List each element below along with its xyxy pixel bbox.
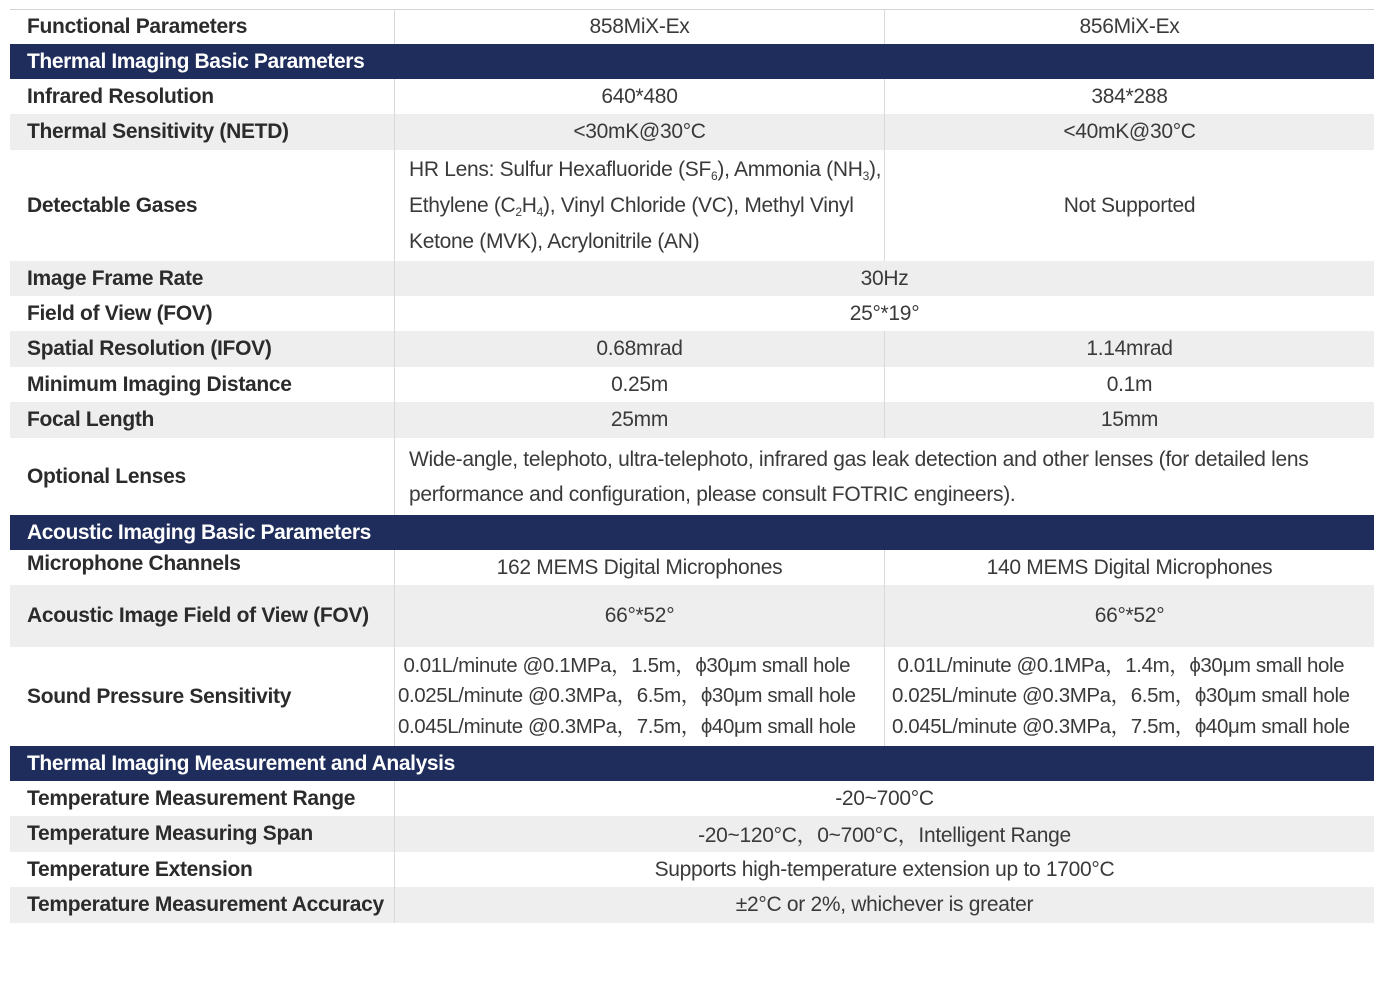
value-infrared-resolution-856: 384*288 <box>884 79 1374 114</box>
value-sound-sensitivity-856 <box>884 647 1374 746</box>
row-label-temp-range: Temperature Measurement Range <box>27 786 356 810</box>
value-frame-rate: 30Hz <box>394 261 1374 296</box>
gases-line-1: HR Lens: Sulfur Hexafluoride $(SF_6)$, Ammonia $(NH_3)$, <box>409 157 882 183</box>
value-temp-accuracy: ±2°C or 2%, whichever is greater <box>394 887 1374 923</box>
section-thermal-basic: Thermal Imaging Basic Parameters <box>10 44 1374 79</box>
row-label-detectable-gases: Detectable Gases <box>27 193 198 217</box>
value-min-distance-858: 0.25m <box>394 367 884 402</box>
header-model-858: 858MiX-Ex <box>394 9 884 44</box>
row-label-min-distance: Minimum Imaging Distance <box>27 372 292 396</box>
row-label-infrared-resolution: Infrared Resolution <box>27 84 214 108</box>
value-temp-extension: Supports high-temperature extension up to 1700°C <box>394 852 1374 887</box>
header-model-856: 856MiX-Ex <box>884 9 1374 44</box>
row-label-optional-lenses: Optional Lenses <box>27 464 186 488</box>
sound-sensitivity-list-856 <box>892 651 1350 743</box>
value-infrared-resolution-858: 640*480 <box>394 79 884 114</box>
row-label-sound-sensitivity: Sound Pressure Sensitivity <box>27 684 292 708</box>
sound-sensitivity-858-line: 0.045L/minute @0.3MPa，7.5m，ϕ40μm small hole <box>398 714 856 738</box>
value-focal-length-858: 25mm <box>394 402 884 438</box>
value-mic-channels-856: 140 MEMS Digital Microphones <box>884 550 1374 585</box>
value-mic-channels-858: 162 MEMS Digital Microphones <box>394 550 884 585</box>
value-focal-length-856: 15mm <box>884 402 1374 438</box>
gases-line-3: Ketone (MVK), Acrylonitrile (AN) <box>409 229 700 253</box>
sound-sensitivity-list-858 <box>398 651 856 743</box>
value-min-distance-856: 0.1m <box>884 367 1374 402</box>
row-label-acoustic-fov: Acoustic Image Field of View (FOV) <box>10 585 394 647</box>
sound-sensitivity-856-line: 0.025L/minute @0.3MPa，6.5m，ϕ30μm small hole <box>892 684 1350 708</box>
value-temp-span: -20~120°C，0~700°C，Intelligent Range <box>394 816 1374 852</box>
row-label-thermal-sensitivity: Thermal Sensitivity (NETD) <box>10 114 394 150</box>
row-label-frame-rate: Image Frame Rate <box>10 261 394 296</box>
value-sound-sensitivity-858 <box>394 647 884 746</box>
sound-sensitivity-858-line: 0.01L/minute @0.1MPa，1.5m，ϕ30μm small hole <box>403 653 851 677</box>
row-label-fov: Field of View (FOV) <box>27 301 213 325</box>
section-thermal-measure: Thermal Imaging Measurement and Analysis <box>10 746 1374 781</box>
value-acoustic-fov-856: 66°*52° <box>884 585 1374 647</box>
row-label-ifov: Spatial Resolution (IFOV) <box>10 331 394 367</box>
row-label-focal-length: Focal Length <box>10 402 394 438</box>
sound-sensitivity-858-line: 0.025L/minute @0.3MPa，6.5m，ϕ30μm small hole <box>398 684 856 708</box>
sound-sensitivity-856-line: 0.045L/minute @0.3MPa，7.5m，ϕ40μm small hole <box>892 714 1350 738</box>
detectable-gases-text <box>409 152 881 260</box>
value-detectable-gases-858 <box>394 150 884 261</box>
row-label-temp-span: Temperature Measuring Span <box>10 816 394 852</box>
section-acoustic-basic: Acoustic Imaging Basic Parameters <box>10 515 1374 550</box>
value-fov: 25°*19° <box>394 296 1374 331</box>
value-temp-range: -20~700°C <box>394 781 1374 816</box>
row-label-temp-accuracy: Temperature Measurement Accuracy <box>10 887 394 923</box>
spec-table <box>10 9 1374 923</box>
value-thermal-sensitivity-856: <40mK@30°C <box>884 114 1374 150</box>
gases-line-2: Ethylene $(C_2H_4)$, Vinyl Chloride (VC), Methyl Vinyl <box>409 193 854 219</box>
sound-sensitivity-856-line: 0.01L/minute @0.1MPa，1.4m，ϕ30μm small hole <box>897 653 1345 677</box>
value-optional-lenses: Wide-angle, telephoto, ultra-telephoto, infrared gas leak detection and other lenses (for detailed lens performance and configuration, please consult FOTRIC engineers). <box>394 438 1374 515</box>
value-detectable-gases-856: Not Supported <box>884 150 1374 261</box>
row-label-temp-extension: Temperature Extension <box>27 857 253 881</box>
value-thermal-sensitivity-858: <30mK@30°C <box>394 114 884 150</box>
value-ifov-856: 1.14mrad <box>884 331 1374 367</box>
row-label-mic-channels: Microphone Channels <box>27 552 241 575</box>
value-acoustic-fov-858: 66°*52° <box>394 585 884 647</box>
header-label: Functional Parameters <box>10 9 394 44</box>
value-ifov-858: 0.68mrad <box>394 331 884 367</box>
